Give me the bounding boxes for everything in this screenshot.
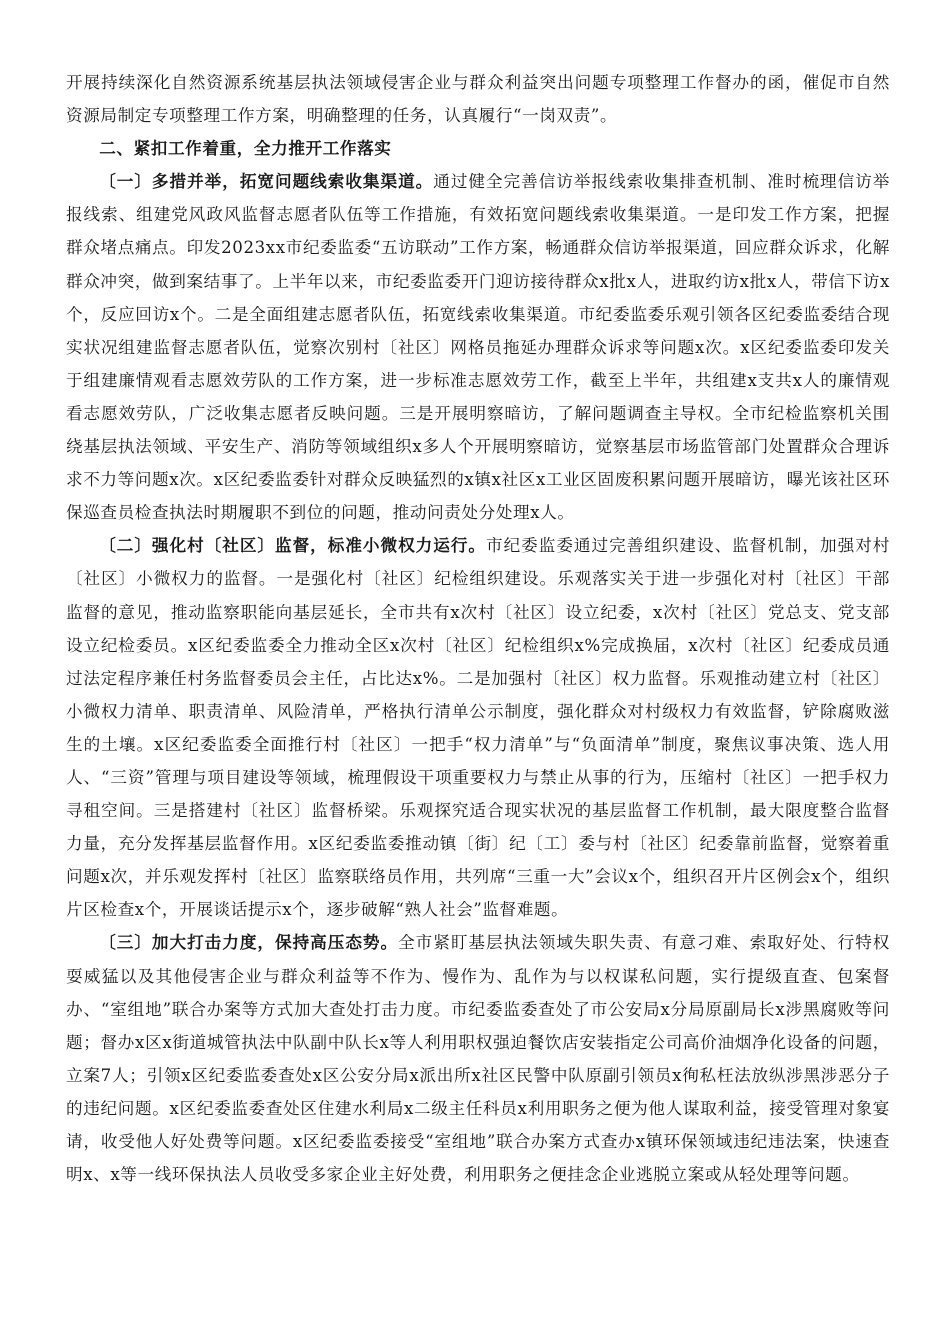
document-page [66, 66, 890, 1191]
paragraph-section-3 [66, 926, 890, 1191]
paragraph-section-2-body: 市纪委监委通过完善组织建设、监督机制，加强对村〔社区〕小微权力的监督。一是强化村〔社区〕纪检组织建设。乐观落实关于进一步强化对村〔社区〕干部监督的意见，推动监察职能向基层延长，全市共有x次村〔社区〕设立纪委，x次村〔社区〕党总支、党支部设立纪检委员。x区纪委监委全力推动全区x次村〔社区〕纪检组织x%完成换届，x次村〔社区〕纪委成员通过法定程序兼任村务监督委员会主任，占比达x%。二是加强村〔社区〕权力监督。乐观推动建立村〔社区〕小微权力清单、职责清单、风险清单，严格执行清单公示制度，强化群众对村级权力有效监督，铲除腐败滋生的土壤。x区纪委监委全面推行村〔社区〕一把手“权力清单”与“负面清单”制度，聚焦议事决策、选人用人、“三资”管理与项目建设等领域，梳理假设干项重要权力与禁止从事的行为，压缩村〔社区〕一把手权力寻租空间。三是搭建村〔社区〕监督桥梁。乐观探究适合现实状况的基层监督工作机制，最大限度整合监督力量，充分发挥基层监督作用。x区纪委监委推动镇〔街〕纪〔工〕委与村〔社区〕纪委靠前监督，觉察着重问题x次，并乐观发挥村〔社区〕监察联络员作用，共列席“三重一大”会议x个，组织召开片区例会x个，组织片区检查x个，开展谈话提示x个，逐步破解“熟人社会”监督难题。 [66, 536, 890, 920]
paragraph-section-1 [66, 165, 890, 529]
subheading-2: 〔二〕强化村〔社区〕监督，标准小微权力运行。 [99, 535, 486, 556]
paragraph-section-2 [66, 529, 890, 926]
paragraph-intro: 开展持续深化自然资源系统基层执法领域侵害企业与群众利益突出问题专项整理工作督办的函，催促市自然资源局制定专项整理工作方案，明确整理的任务，认真履行“一岗双责”。 [66, 73, 890, 126]
subheading-1: 〔一〕多措并举，拓宽问题线索收集渠道。 [99, 171, 434, 192]
section-heading-two: 二、紧扣工作着重，全力推开工作落实 [99, 138, 392, 159]
paragraph-section-3-body: 全市紧盯基层执法领域失职失责、有意刁难、索取好处、行特权耍威猛以及其他侵害企业与群众利益等不作为、慢作为、乱作为与以权谋私问题，实行提级直查、包案督办、“室组地”联合办案等方式加大查处打击力度。市纪委监委查处了市公安局x分局原副局长x涉黑腐败等问题；督办x区x街道城管执法中队副中队长x等人利用职权强迫餐饮店安装指定公司高价油烟净化设备的问题，立案7人；引领x区纪委监委查处x区公安分局x派出所x社区民警中队原副引领员x徇私枉法放纵涉黑涉恶分子的违纪问题。x区纪委监委查处区住建水利局x二级主任科员x利用职务之便为他人谋取利益，接受管理对象宴请，收受他人好处费等问题。x区纪委监委接受“室组地”联合办案方式查办x镇环保领域违纪违法案，快速查明x、x等一线环保执法人员收受多家企业主好处费，利用职务之便挂念企业逃脱立案或从轻处理等问题。 [66, 933, 890, 1185]
paragraph-section-1-body: 通过健全完善信访举报线索收集排查机制、准时梳理信访举报线索、组建党风政风监督志愿者队伍等工作措施，有效拓宽问题线索收集渠道。一是印发工作方案，把握群众堵点痛点。印发2023xx市纪委监委“五访联动”工作方案，畅通群众信访举报渠道，回应群众诉求，化解群众冲突，做到案结事了。上半年以来，市纪委监委开门迎访接待群众x批x人，进取约访x批x人，带信下访x个，反应回访x个。二是全面组建志愿者队伍，拓宽线索收集渠道。市纪委监委乐观引领各区纪委监委结合现实状况组建监督志愿者队伍，觉察次别村〔社区〕网格员拖延办理群众诉求等问题x次。x区纪委监委印发关于组建廉情观看志愿效劳队的工作方案，进一步标准志愿效劳工作，截至上半年，共组建x支共x人的廉情观看志愿效劳队，广泛收集志愿者反映问题。三是开展明察暗访，了解问题调查主导权。全市纪检监察机关围绕基层执法领域、平安生产、消防等领域组织x多人个开展明察暗访，觉察基层市场监管部门处置群众合理诉求不力等问题x次。x区纪委监委针对群众反映猛烈的x镇x社区x工业区固废积累问题开展暗访，曝光该社区环保巡查员检查执法时期履职不到位的问题，推动问责处分处理x人。 [66, 172, 890, 523]
subheading-3: 〔三〕加大打击力度，保持高压态势。 [99, 932, 399, 953]
